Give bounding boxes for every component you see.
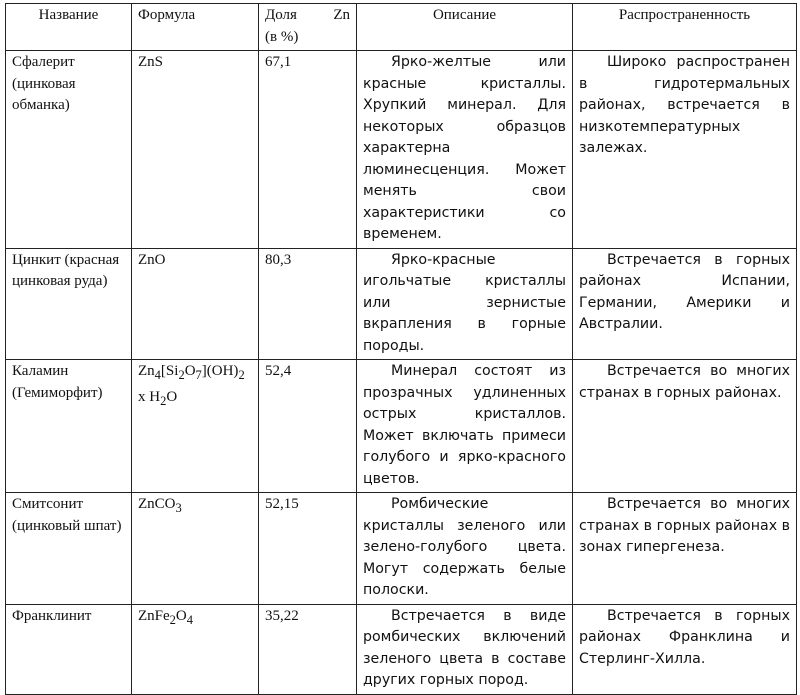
mineral-description: Минерал состоят из прозрачных удлиненных острых кристаллов. Может включать примеси голубого и ярко-красного цветов. xyxy=(357,360,573,493)
mineral-distribution: Встречается в горных районах Франклина и Стерлинг-Хилла. xyxy=(573,604,797,694)
header-share-element: Zn xyxy=(333,7,350,23)
zinc-share: 67,1 xyxy=(259,51,357,249)
mineral-formula: $ZnFe_2O_4$ xyxy=(132,604,259,694)
mineral-distribution: Встречается в горных районах Испании, Германии, Америки и Австралии. xyxy=(573,248,797,360)
mineral-formula: $Zn_4[Si_2O_7](OH)_2$ x $H_2O$ xyxy=(132,360,259,493)
mineral-description: Ярко-желтые или красные кристаллы. Хрупкий минерал. Для некоторых образцов характерна люминесценция. Может менять свои характеристики со временем. xyxy=(357,51,573,249)
mineral-distribution: Широко распространен в гидротермальных районах, встречается в низкотемпературных залежах. xyxy=(573,51,797,249)
header-share-label: Доля xyxy=(265,7,297,23)
table-row xyxy=(6,360,797,493)
mineral-name: Смитсонит (цинковый шпат) xyxy=(6,493,132,605)
mineral-name: Сфалерит (цинковая обманка) xyxy=(6,51,132,249)
mineral-description: Встречается в виде ромбических включений зеленого цвета в составе других горных пород. xyxy=(357,604,573,694)
header-row xyxy=(6,4,797,51)
zinc-share: 52,4 xyxy=(259,360,357,493)
table-row xyxy=(6,604,797,694)
mineral-formula: ZnO xyxy=(132,248,259,360)
header-formula: Формула xyxy=(132,4,259,51)
minerals-table xyxy=(5,3,797,695)
mineral-name: Цинкит (красная цинковая руда) xyxy=(6,248,132,360)
table-row xyxy=(6,493,797,605)
zinc-share: 52,15 xyxy=(259,493,357,605)
mineral-name: Франклинит xyxy=(6,604,132,694)
header-share xyxy=(259,4,357,51)
mineral-distribution: Встречается во многих странах в горных районах в зонах гипергенеза. xyxy=(573,493,797,605)
header-distribution: Распространенность xyxy=(573,4,797,51)
zinc-share: 35,22 xyxy=(259,604,357,694)
header-name: Название xyxy=(6,4,132,51)
zinc-share: 80,3 xyxy=(259,248,357,360)
mineral-name: Каламин (Гемиморфит) xyxy=(6,360,132,493)
table-row xyxy=(6,51,797,249)
header-description: Описание xyxy=(357,4,573,51)
table-row xyxy=(6,248,797,360)
mineral-formula: ZnCO$_3$ xyxy=(132,493,259,605)
mineral-distribution: Встречается во многих странах в горных районах. xyxy=(573,360,797,493)
mineral-formula: ZnS xyxy=(132,51,259,249)
mineral-description: Ромбические кристаллы зеленого или зелено-голубого цвета. Могут содержать белые полоски. xyxy=(357,493,573,605)
mineral-description: Ярко-красные игольчатые кристаллы или зернистые вкрапления в горные породы. xyxy=(357,248,573,360)
header-share-unit: (в %) xyxy=(265,28,299,45)
